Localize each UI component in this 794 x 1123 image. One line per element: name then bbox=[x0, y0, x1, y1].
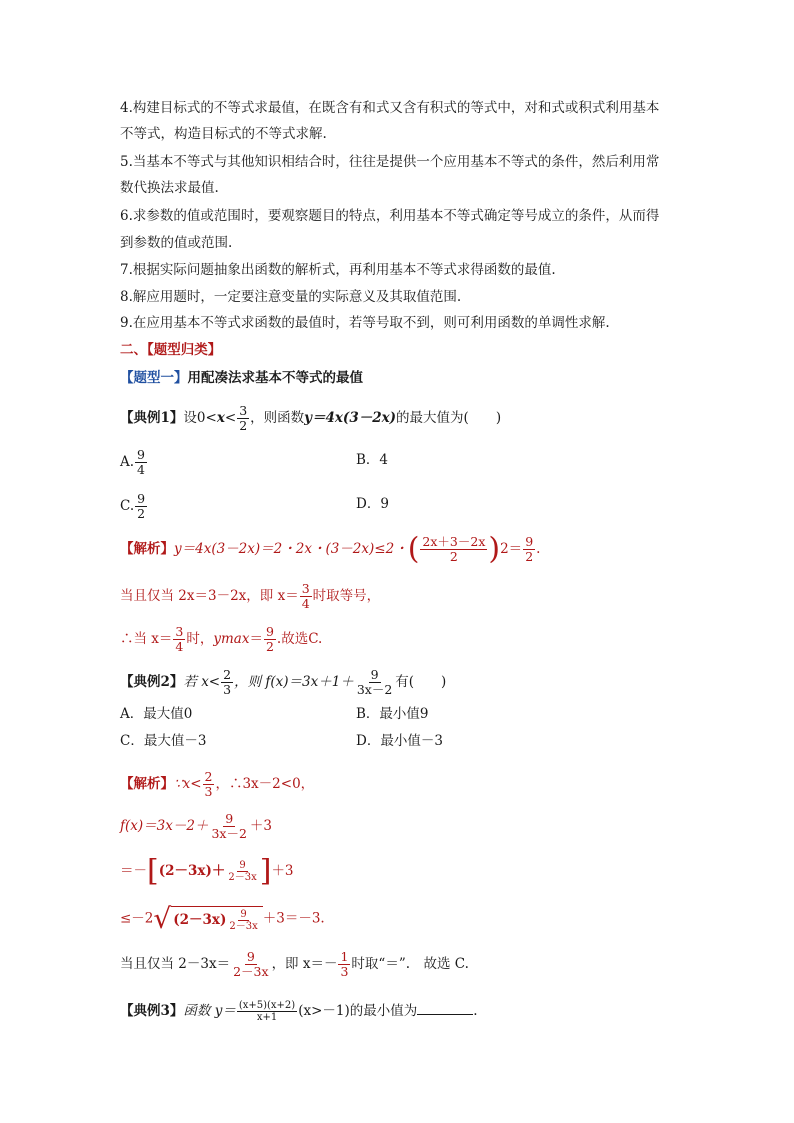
frac-den: 4 bbox=[137, 462, 145, 477]
frac-num: 9 bbox=[265, 624, 274, 639]
sol3-frac-9-2 bbox=[264, 625, 276, 654]
frac-den: 2 bbox=[239, 418, 248, 433]
sol-l2-a: f(x)＝3x－2＋ bbox=[120, 818, 209, 834]
ex2-stem-c: 有( ) bbox=[395, 674, 447, 690]
frac-den: 2－3x bbox=[228, 872, 257, 883]
sol-l1-a: ∵x< bbox=[174, 776, 202, 792]
frac-den: 4 bbox=[175, 639, 184, 654]
sol-l3-a: ＝－ bbox=[120, 863, 147, 879]
frac-den: 3 bbox=[340, 964, 349, 979]
sol-l2-b: ＋3 bbox=[249, 818, 272, 834]
frac-num: 2x＋3－2x bbox=[422, 534, 486, 549]
ex2-option-a[interactable]: A．最大值0 bbox=[120, 706, 193, 722]
ex2-solution-line-5 bbox=[120, 950, 469, 979]
ex2-frac-9 bbox=[355, 668, 394, 697]
frac-num: 9 bbox=[239, 860, 246, 871]
ex1-option-c[interactable] bbox=[120, 492, 148, 521]
tip-5-line-2: 数代换法求最值. bbox=[120, 180, 219, 196]
tip-5-line-1: 5.当基本不等式与其他知识相结合时，往往是提供一个应用基本不等式的条件，然后利用常 bbox=[120, 154, 660, 170]
right-bracket: ] bbox=[259, 853, 272, 889]
frac-num: 9 bbox=[137, 491, 146, 506]
ex1-solution-line-1 bbox=[120, 531, 541, 567]
ex2-solution-line-2 bbox=[120, 812, 272, 841]
frac-num: 9 bbox=[246, 949, 255, 964]
sol3-ymax: ymax bbox=[213, 631, 250, 647]
sol-l1-b: ，∴3x－2<0， bbox=[215, 776, 315, 792]
frac-den: 2 bbox=[449, 549, 458, 564]
answer-blank[interactable] bbox=[417, 1000, 473, 1015]
sol-l3-in: (2－3x)＋ bbox=[158, 863, 226, 879]
sol2-a: 当且仅当 2x＝3－2x，即 x＝ bbox=[120, 588, 299, 604]
frac-den: 2 bbox=[525, 549, 534, 564]
ex2-solution-line-4 bbox=[120, 902, 325, 935]
ex2-solution-line-1 bbox=[120, 770, 314, 799]
sol3-frac-3-4 bbox=[173, 625, 185, 654]
ex1-option-b[interactable]: B．4 bbox=[356, 452, 389, 468]
frac-num: 9 bbox=[225, 811, 234, 826]
ex2-stem bbox=[120, 668, 446, 697]
tip-4-line-1: 4.构建目标式的不等式求最值，在既含有和式又含有积式的等式中，对和式或积式利用基本 bbox=[120, 100, 660, 116]
section-heading bbox=[120, 340, 221, 360]
ex2-frac-2-3 bbox=[221, 668, 233, 697]
tip-4-line-2: 不等式，构造目标式的不等式求解. bbox=[120, 126, 327, 142]
sol-l3-frac bbox=[226, 860, 258, 883]
ex1-option-a[interactable] bbox=[120, 448, 148, 477]
ex1-stem-a: 设0< bbox=[183, 410, 217, 426]
ex1-option-d[interactable]: D．9 bbox=[356, 496, 389, 512]
solution-tag: 【解析】 bbox=[120, 541, 174, 557]
ex1-solution-line-2 bbox=[120, 582, 380, 611]
frac-den: 3x－2 bbox=[356, 682, 393, 697]
frac-num: 3 bbox=[239, 403, 248, 418]
solution-tag: 【解析】 bbox=[120, 776, 174, 792]
sol-l4-in: (2－3x) bbox=[173, 912, 227, 928]
sol-l5-b: ，即 x＝－ bbox=[271, 956, 338, 972]
ex2-option-d[interactable]: D．最小值－3 bbox=[356, 733, 443, 749]
frac-num: 3 bbox=[175, 624, 184, 639]
ex1-stem-b: ，则函数 bbox=[250, 410, 305, 426]
sol-l5-a: 当且仅当 2－3x＝ bbox=[120, 956, 231, 972]
sol1-frac-9-2 bbox=[523, 535, 535, 564]
sol-l4-frac bbox=[227, 909, 259, 932]
frac-num: 2 bbox=[223, 667, 232, 682]
ex3-tag: 【典例3】 bbox=[120, 1003, 184, 1019]
frac-den: 2－3x bbox=[233, 964, 269, 979]
sol1-a: y＝4x(3－2x)＝2・2x・(3－2x)≤2・ bbox=[174, 541, 408, 557]
ex3-stem-b: (x>－1)的最小值为 bbox=[298, 1003, 418, 1019]
sol3-a: ∴当 x＝ bbox=[120, 631, 173, 647]
right-paren: ) bbox=[488, 531, 501, 567]
radical-icon: √ bbox=[153, 902, 172, 935]
ex2-stem-b: ，则 f(x)＝3x＋1＋ bbox=[234, 674, 354, 690]
ex3-frac bbox=[237, 1000, 297, 1023]
tip-8: 8.解应用题时，一定要注意变量的实际意义及其取值范围. bbox=[120, 289, 462, 305]
frac-num: 3 bbox=[301, 581, 310, 596]
frac-den: 2 bbox=[265, 639, 274, 654]
ex1-solution-line-3 bbox=[120, 625, 322, 654]
sol-l4-b: ＋3＝－3. bbox=[262, 910, 325, 927]
ex3-stem-a: 函数 y＝ bbox=[183, 1003, 236, 1019]
tip-9: 9.在应用基本不等式求函数的最值时，若等号取不到，则可利用函数的单调性求解. bbox=[120, 315, 610, 331]
sol1-b: 2＝ bbox=[500, 541, 523, 557]
type1-tag: 【题型一】 bbox=[120, 370, 188, 386]
ex3-stem-end: . bbox=[473, 1003, 478, 1019]
tip-6-line-2: 到参数的值或范围. bbox=[120, 235, 233, 251]
frac-den: 3 bbox=[223, 682, 232, 697]
sol2-b: 时取等号， bbox=[312, 588, 381, 604]
sol1-frac bbox=[420, 535, 487, 564]
frac-num: (x+5)(x+2) bbox=[238, 1000, 296, 1011]
type1-heading bbox=[120, 368, 363, 388]
ex1-stem-c: 的最大值为( ) bbox=[396, 410, 502, 426]
ex1-stem-x: x bbox=[216, 410, 225, 426]
sol-l5-frac-1-3 bbox=[338, 950, 350, 979]
frac-num: 9 bbox=[137, 447, 145, 462]
section-title: 【题型归类】 bbox=[147, 342, 222, 358]
frac-den: 4 bbox=[301, 596, 310, 611]
ex1-frac-3-2 bbox=[237, 404, 249, 433]
sol-l5-c: 时取“＝”. 故选 C. bbox=[351, 956, 469, 972]
frac-den: 2 bbox=[137, 506, 146, 521]
frac-num: 9 bbox=[240, 909, 247, 920]
sqrt-body bbox=[171, 906, 263, 932]
sol-l2-frac bbox=[209, 812, 248, 841]
sol3-b: 时， bbox=[186, 631, 214, 647]
sqrt-sign bbox=[153, 902, 262, 935]
sol3-c: ＝ bbox=[249, 631, 263, 647]
sol-l1-frac-2-3 bbox=[203, 770, 215, 799]
frac-num: 2 bbox=[204, 769, 213, 784]
frac-num: 9 bbox=[525, 534, 534, 549]
sol-l4-a: ≤－2 bbox=[120, 910, 154, 927]
frac-num: 1 bbox=[340, 949, 349, 964]
ex2-option-b[interactable]: B．最小值9 bbox=[356, 706, 429, 722]
type1-title: 用配凑法求基本不等式的最值 bbox=[187, 370, 363, 386]
frac-den: x+1 bbox=[256, 1012, 278, 1023]
section-prefix: 二、 bbox=[120, 342, 147, 358]
frac-den: 2－3x bbox=[229, 921, 258, 932]
ex2-tag: 【典例2】 bbox=[120, 674, 184, 690]
ex1-stem-lt: < bbox=[224, 410, 237, 426]
ex2-solution-line-3 bbox=[120, 853, 294, 889]
option-label: C. bbox=[120, 498, 135, 514]
sol3-d: .故选C. bbox=[276, 631, 323, 647]
sol1-end: . bbox=[536, 541, 541, 557]
ex3-stem bbox=[120, 1000, 478, 1023]
sol-l3-b: ＋3 bbox=[271, 863, 294, 879]
left-bracket: [ bbox=[147, 853, 159, 889]
ex1-stem bbox=[120, 404, 501, 433]
tip-6-line-1: 6.求参数的值或范围时，要观察题目的特点，利用基本不等式确定等号成立的条件，从而得 bbox=[120, 208, 660, 224]
left-paren: ( bbox=[407, 531, 420, 567]
ex1-func: y＝4x(3－2x) bbox=[304, 410, 397, 426]
ex1-frac-9-2 bbox=[135, 492, 147, 521]
option-label: A. bbox=[120, 454, 135, 470]
ex2-stem-a: 若 x< bbox=[183, 674, 221, 690]
sol-l5-frac bbox=[231, 950, 270, 979]
frac-num: 9 bbox=[370, 667, 379, 682]
ex1-frac-9-4 bbox=[135, 448, 147, 477]
frac-den: 3 bbox=[204, 784, 213, 799]
ex2-option-c[interactable]: C．最大值－3 bbox=[120, 733, 207, 749]
tip-7: 7.根据实际问题抽象出函数的解析式，再利用基本不等式求得函数的最值. bbox=[120, 262, 556, 278]
ex1-tag: 【典例1】 bbox=[120, 410, 184, 426]
sol2-frac-3-4 bbox=[300, 582, 312, 611]
frac-den: 3x－2 bbox=[211, 826, 247, 841]
